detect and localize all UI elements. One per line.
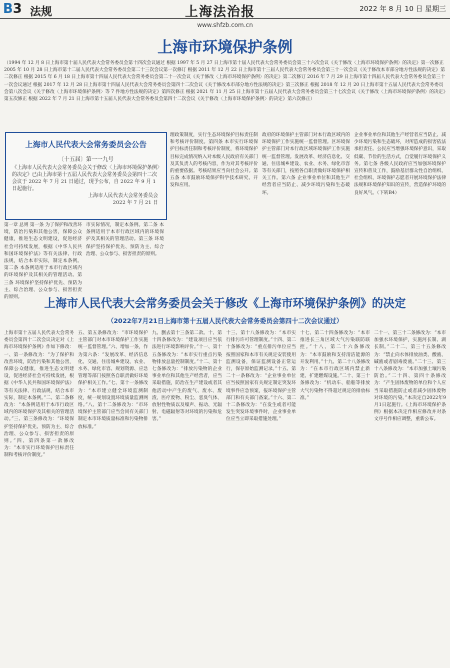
announcement-text: 《上海市人民代表大会常务委员会关于修改〈上海市环境保护条例〉的决定》已由上海市第十五届人民代表大会常务委员会第四十二次会议于 2022 年 7 月 21 日通过，现予公布，自 2022 年 9 月 1 日起施行。 (12, 165, 160, 192)
page-number: B3 (3, 2, 22, 17)
announcement-signature: 上海市人民代表大会常务委员会 2022 年 7 月 21 日 (87, 193, 158, 206)
issue-date: 2022 年 8 月 10 日 星期三 (359, 5, 446, 13)
decision-column-5: 十七、第二十四条修改为：“本市推进长三角区域大气污染联防联控。”十八、第二十六条修改为：“本市鼓励和支持清洁能源的开发利用。”十九、第二十八条修改为：“在本市行政区域内禁止新建、扩建燃煤设施。”二十、第三十条修改为：“机动车、船舶等排放大气污染物不得超过规定的排放标准。” (300, 331, 370, 401)
announcement-box (5, 132, 167, 220)
newspaper-masthead: 上海法治报 (185, 5, 256, 20)
body-column-2: 市实际情况，制定本条例。第二条 本条例适用于本市行政区域内的环境保护及其相关的管理活动。第三条 环境保护坚持保护优先、预防为主、综合治理、公众参与、损害担责的原则。 (86, 223, 164, 257)
page-header (0, 0, 450, 19)
decision-column-6: 二十一、第三十二条修改为：“本市加强水环境保护，实施河长制、湖长制。”二十二、第三十五条修改为：“禁止向水体排放油类、酸液、碱液或者剧毒废液。”二十三、第三十八条修改为：“本市加强土壤污染防治。”二十四、第四十条修改为：“产生固体废物的单位和个人应当采取措施防止或者减少固体废物对环境的污染。”本决定自2022年9月1日起施行。《上海市环境保护条例》根据本决定作相应修改并对条文序号作相应调整，重新公布。 (374, 331, 446, 423)
website: www.shfzb.com.cn (197, 22, 253, 29)
announcement-number: 〔十五届〕第一一九号 (58, 157, 114, 163)
decision-column-1: 上海市第十五届人民代表大会常务委员会第四十二次会议决定对《上海市环境保护条例》作如下修改：一、第一条修改为：“为了保护和改善环境，防治污染和其他公害，保障公众健康，推进生态文明建设，促进经济社会可持续发展，根据《中华人民共和国环境保护法》等有关法律、行政法规，结合本市实际，制定本条例。”二、第二条修改为：“本条例适用于本市行政区域内的环境保护及其相关的管理活动。”三、第三条修改为：“环境保护坚持保护优先、预防为主、综合治理、公众参与、损害担责的原则。”四、第四条第一款修改为：“本市实行环境保护目标责任制和考核评价制度。” (4, 331, 74, 459)
body-column-1: 第一章 总则 第一条 为了保护和改善环境，防治污染和其他公害，保障公众健康，推进生态文明建设，促进经济社会可持续发展，根据《中华人民共和国环境保护法》等有关法律、行政法规，结合本市实际，制定本条例。第二条 本条例适用于本市行政区域内的环境保护及其相关的管理活动。第三条 环境保护坚持保护优先、预防为主、综合治理、公众参与、损害担责的原则。 (4, 223, 82, 301)
decision-column-4: 十三、第十八条修改为：“本市实行排污许可管理制度。”十四、第二十条修改为：“重点排污单位应当按照国家和本市有关规定安装使用监测设备，保证监测设备正常运行，保存原始监测记录。”十五、第二十一条修改为：“企业事业单位应当按照国家有关规定制定突发环境事件应急预案，报环境保护主管部门和有关部门备案。”十六、第二十二条修改为：“在发生或者可能发生突发环境事件时，企业事业单位应当立即采取措施处理。” (226, 331, 296, 423)
decision-subtitle: （2022年7月21日上海市第十五届人民代表大会常务委员会第四十二次会议通过） (107, 317, 343, 325)
main-title: 上海市环境保护条例 (157, 38, 293, 56)
section-name: 法规 (30, 5, 52, 18)
announcement-title: 上海市人民代表大会常务委员会公告 (25, 140, 147, 149)
body-column-3: 理政策制度，实行生态环境保护目标责任制和考核评价制度。第四条 本市实行环境保护目标责任制和考核评价制度，将环境保护目标完成情况纳入对本级人民政府有关部门及其负责人的考核内容，作为对其考核评价的重要依据。考核结果应当向社会公开。第五条 本市鼓励环境保护科学技术研究、开发和应用。 (170, 133, 258, 189)
revision-history: （1994 年 12 月 8 日上海市第十届人民代表大会常务委员会第十四次会议通过 根据 1997 年 5 月 27 日上海市第十届人民代表大会常务委员会第三十六次会议《关于修改〈上海市环境保护条例〉的决定》第一次修正 2005 年 10 月 28 日上海市第十二届人民代表大会常务委员会第二十三次会议第一次修订 根据 2011 年 12 月 22 日上海市第十三届人民代表大会常务委员会第三十一次会议《关于修改本市部分地方性法规的决定》第二次修正 根据 2015 年 6 月 18 日上海市第十四届人民代表大会常务委员会第二十一次会议《关于修改〈上海市环境保护条例〉的决定》第二次修订 2016 年 7 月 29 日上海市第十四届人民代表大会常务委员会第三十一次会议通过 根据 2017 年 12 月 28 日上海市第十四届人民代表大会常务委员会第四十二次会议《关于修改本市部分地方性法规的决定》第三次修正 根据 2018 年 12 月 20 日上海市第十五届人民代表大会常务委员会第八次会议《关于修改〈上海市环境保护条例〉等 7 件地方性法规的决定》第四次修正 根据 2021 年 11 月 25 日上海市第十五届人民代表大会常务委员会第三十七次会议《关于修改〈上海市环境保护条例〉的决定》第五次修正 根据 2022 年 7 月 21 日上海市第十五届人民代表大会常务委员会第四十二次会议《关于修改〈上海市环境保护条例〉的决定》第六次修正） (4, 61, 446, 103)
decision-column-3: 九、删去第十三条第二款。十、第十四条修改为：“建设项目应当依法进行环境影响评价。”十一、第十五条修改为：“本市实行重点污染物排放总量控制制度。”十二、第十七条修改为：“排放污染物的企业事业单位和其他生产经营者，应当采取措施，防治在生产建设或者其他活动中产生的废气、废水、废渣、医疗废物、粉尘、恶臭气体、放射性物质以及噪声、振动、光辐射、电磁辐射等对环境的污染和危害。” (152, 331, 222, 423)
body-column-5: 企业事业单位和其他生产经营者应当防止、减少环境污染和生态破坏，对所造成的损害依法承担责任。公民应当增强环境保护意识，采取低碳、节俭的生活方式，自觉履行环境保护义务。第七条 各级人民政府应当加强环境保护宣传和普及工作，鼓励基层群众性自治组织、社会组织、环境保护志愿者开展环境保护法律法规和环境保护知识的宣传，营造保护环境的良好风气。（下转B4） (354, 133, 446, 196)
body-column-4: 政府的环境保护主管部门对本行政区域内的环境保护工作实施统一监督管理。区环境保护主管部门对本行政区域环境保护工作实施统一监督管理。发展改革、经济信息化、交通、住房城乡建设、农业、水务、绿化市容等有关部门，按照各自职责做好环境保护相关工作。第六条 企业事业单位和其他生产经营者应当防止、减少环境污染和生态破坏。 (262, 133, 350, 196)
decision-column-2: 五、第五条修改为：“市环境保护主管部门对本市环境保护工作实施统一监督管理。”六、增加一条，作为第六条：“发展改革、经济信息化、交通、住房城乡建设、农业、水务、绿化市容、规划资源、应急管理等部门按照各自职责做好环境保护相关工作。”七、第十一条修改为：“本市建立健全环境监测制度，统一规划设置环境质量监测网络。”八、第十二条修改为：“市环境保护主管部门应当会同有关部门制定本市环境质量标准和污染物排放标准。” (78, 331, 148, 430)
decision-title: 上海市人民代表大会常务委员会关于修改《上海市环境保护条例》的决定 (44, 297, 406, 310)
